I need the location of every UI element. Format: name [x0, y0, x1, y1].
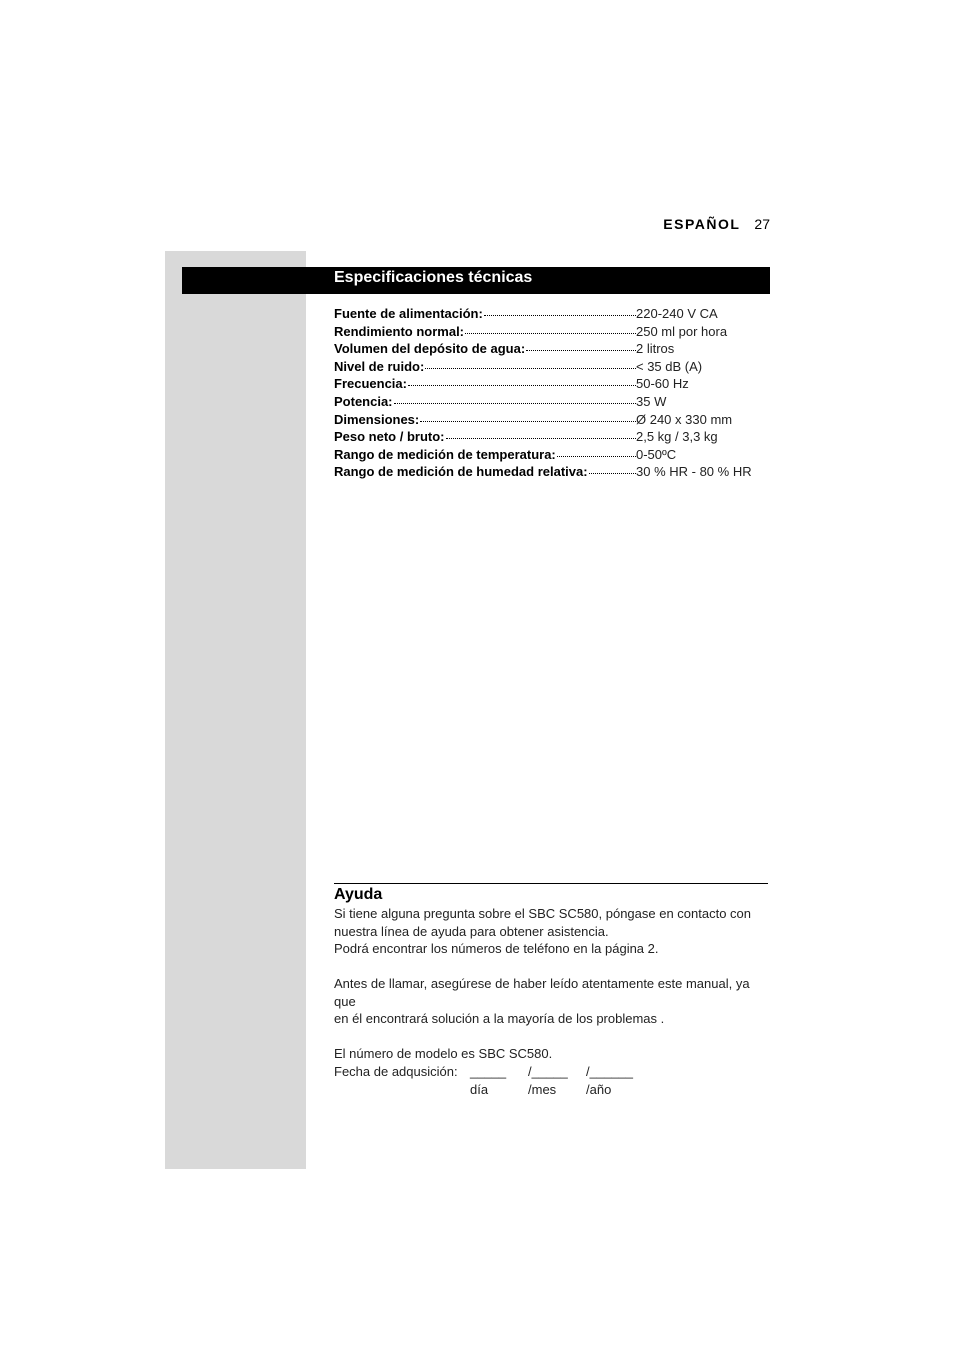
spec-label: Rango de medición de temperatura: — [334, 446, 556, 462]
leader-dots — [589, 473, 636, 474]
spec-row — [334, 359, 774, 377]
spec-label: Dimensiones: — [334, 411, 420, 427]
spec-row — [334, 376, 774, 394]
year-caption: /año — [586, 1082, 612, 1097]
model-number-text: El número de modelo es SBC SC580. — [334, 1046, 553, 1061]
spec-label: Rango de medición de humedad relativa: — [334, 464, 588, 480]
spec-value: 35 W — [636, 393, 667, 409]
help-text-line: Si tiene alguna pregunta sobre el SBC SC580, póngase en contacto con — [334, 906, 752, 921]
page-header — [560, 216, 770, 232]
spec-value: < 35 dB (A) — [636, 358, 703, 374]
purchase-date-label: Fecha de adqusición: — [334, 1064, 458, 1079]
page-number: 27 — [754, 216, 770, 232]
help-paragraph — [334, 905, 774, 958]
spec-value: 30 % HR - 80 % HR — [636, 464, 752, 480]
leader-dots — [420, 421, 636, 422]
help-text-line: Podrá encontrar los números de teléfono en la página 2. — [334, 941, 659, 956]
help-text-line: en él encontrará solución a la mayoría de los problemas . — [334, 1011, 665, 1026]
language-label: ESPAÑOL — [663, 216, 741, 232]
spec-value: 220-240 V CA — [636, 306, 718, 321]
month-blank: /_____ — [528, 1064, 568, 1079]
leader-dots — [526, 350, 636, 351]
help-body — [334, 905, 774, 1080]
spec-value: Ø 240 x 330 mm — [636, 411, 733, 427]
spec-row — [334, 324, 774, 342]
spec-row — [334, 306, 774, 324]
spec-value: 2,5 kg / 3,3 kg — [636, 429, 718, 445]
spec-row — [334, 341, 774, 359]
leader-dots — [425, 368, 636, 369]
leader-dots — [557, 456, 636, 457]
gray-margin-band — [165, 251, 306, 1169]
month-caption: /mes — [528, 1082, 557, 1097]
help-paragraph — [334, 975, 774, 1028]
section-title: Especificaciones técnicas — [334, 269, 533, 286]
leader-dots — [465, 333, 636, 334]
spec-row — [334, 429, 774, 447]
spec-value: 0-50ºC — [636, 446, 677, 462]
spec-row — [334, 447, 774, 465]
spec-label: Potencia: — [334, 393, 393, 409]
spec-label: Frecuencia: — [334, 376, 407, 392]
spec-row — [334, 464, 774, 482]
section-title-bar — [182, 267, 770, 294]
spec-value: 2 litros — [636, 341, 675, 357]
spec-label: Fuente de alimentación: — [334, 306, 483, 321]
help-heading: Ayuda — [334, 886, 383, 903]
spec-label: Nivel de ruido: — [334, 358, 425, 374]
leader-dots — [484, 315, 636, 316]
day-blank: _____ — [470, 1064, 507, 1079]
spec-list — [334, 306, 774, 482]
spec-value: 50-60 Hz — [636, 376, 689, 392]
spec-row — [334, 394, 774, 412]
spec-value: 250 ml por hora — [636, 323, 728, 339]
day-caption: día — [470, 1082, 489, 1097]
spec-row — [334, 412, 774, 430]
section-divider — [334, 883, 768, 884]
spec-label: Volumen del depósito de agua: — [334, 341, 526, 357]
spec-label: Peso neto / bruto: — [334, 429, 445, 445]
help-text-line: Antes de llamar, asegúrese de haber leído atentamente este manual, ya que — [334, 976, 750, 1009]
purchase-date-row — [334, 1064, 774, 1104]
leader-dots — [394, 403, 636, 404]
leader-dots — [408, 385, 636, 386]
help-text-line: nuestra línea de ayuda para obtener asistencia. — [334, 923, 609, 939]
spec-label: Rendimiento normal: — [334, 323, 465, 339]
year-blank: /______ — [586, 1064, 633, 1079]
leader-dots — [446, 438, 637, 439]
